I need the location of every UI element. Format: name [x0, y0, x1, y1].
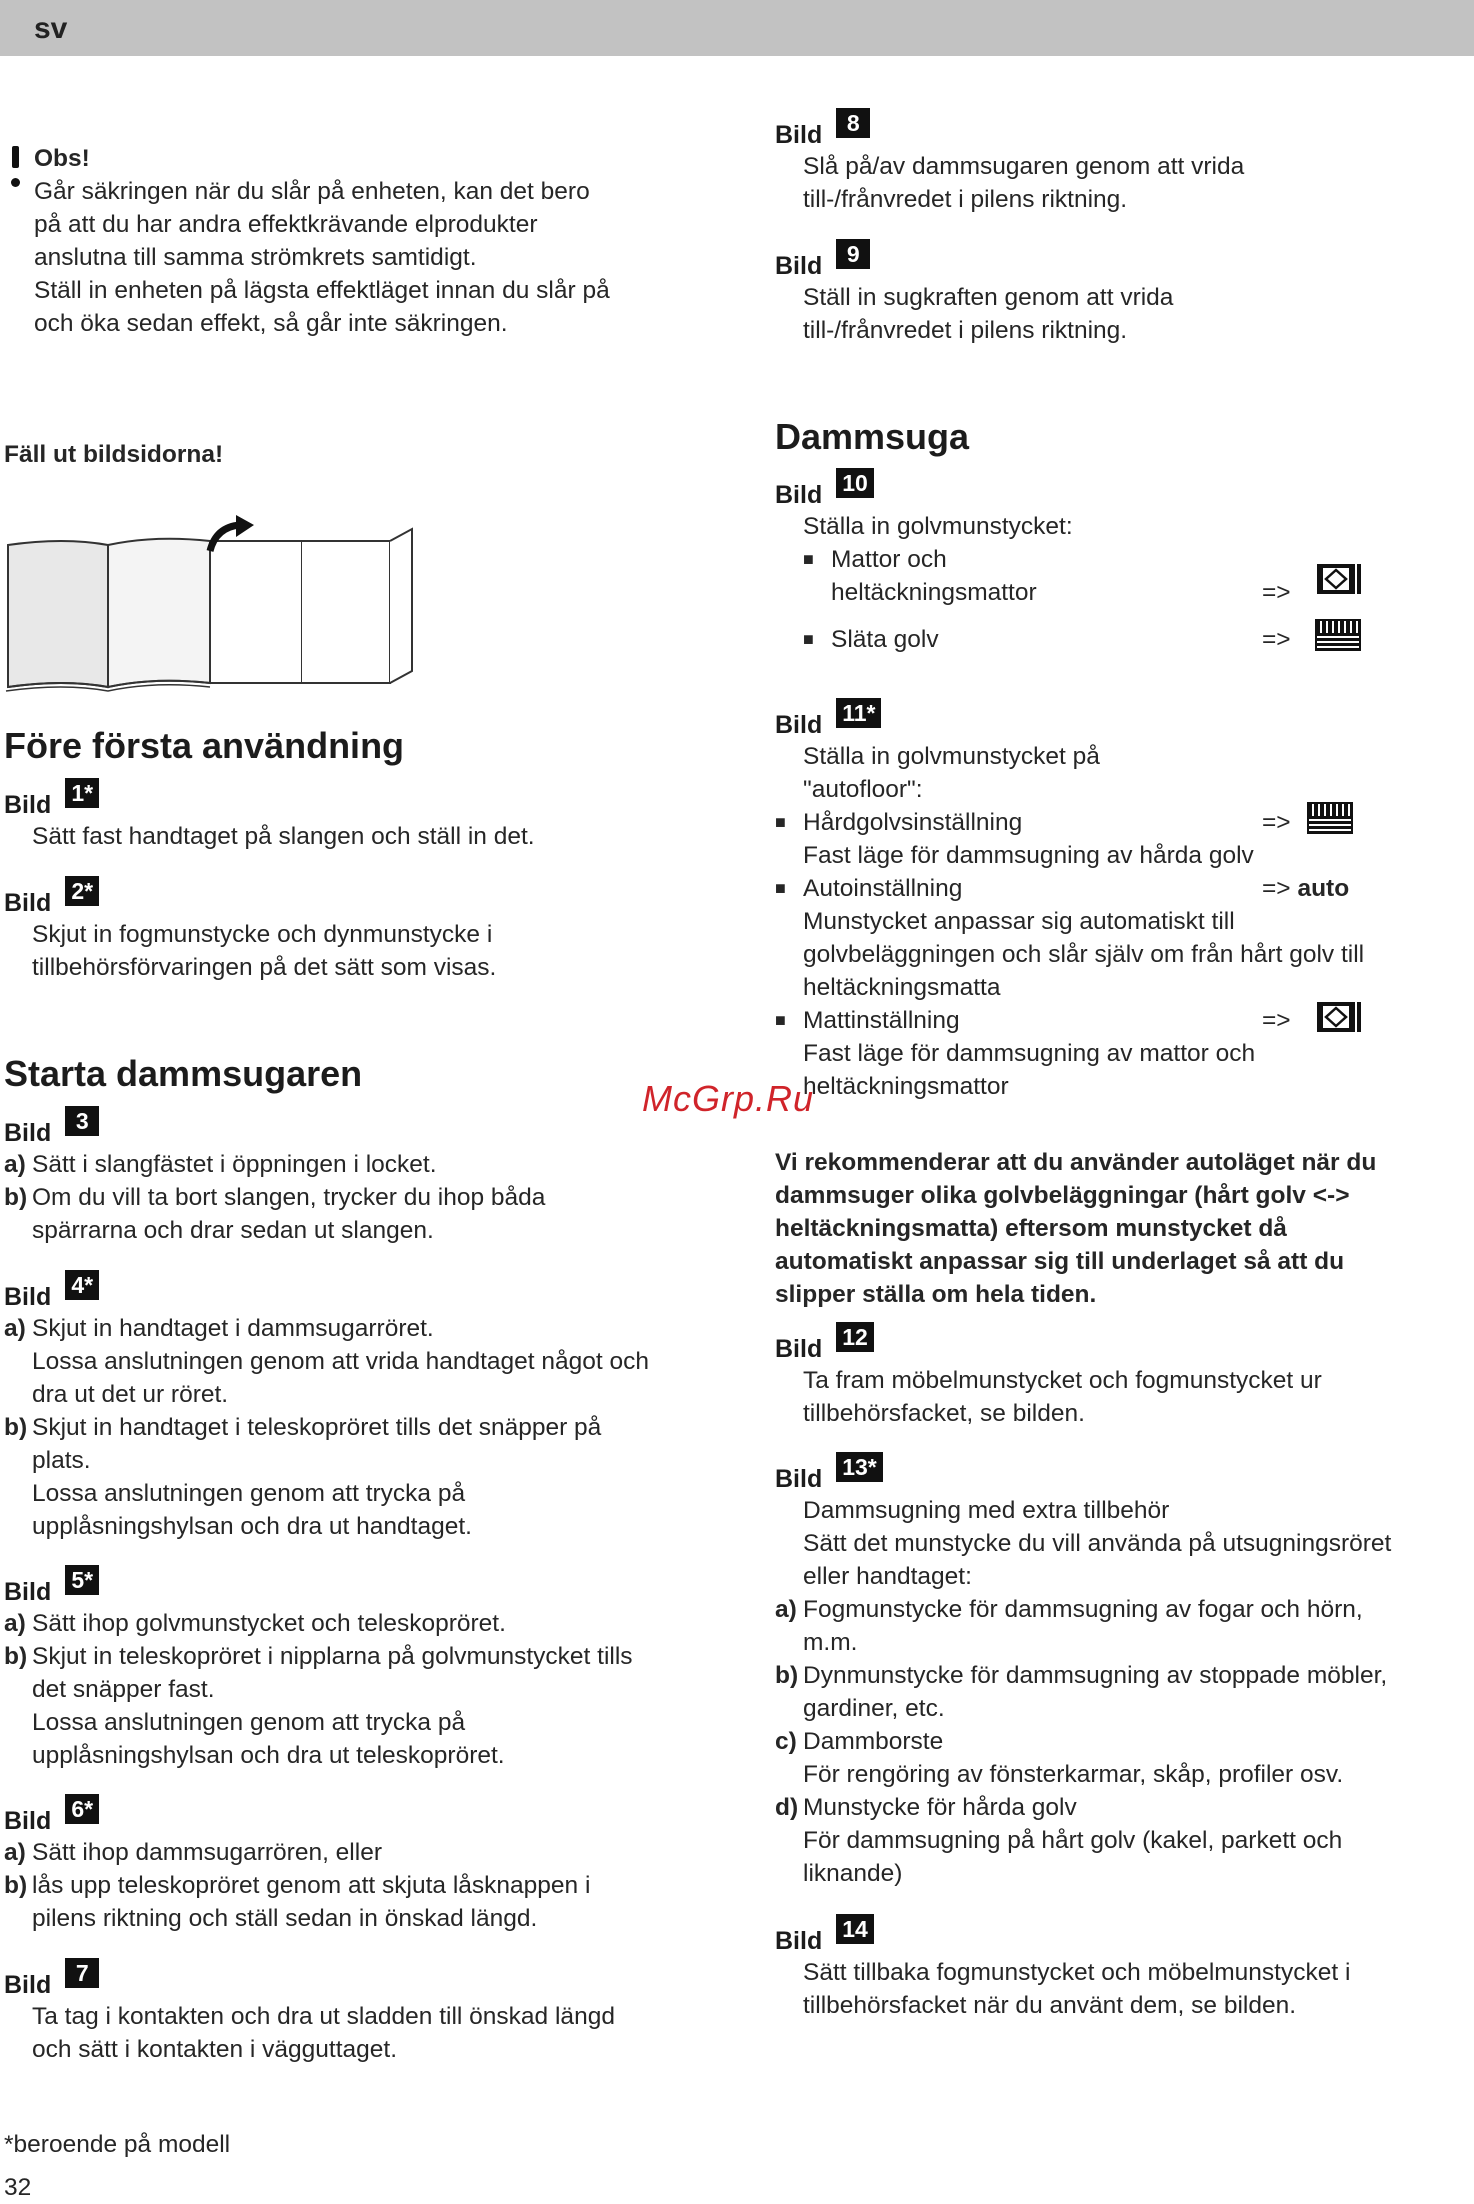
- hard-floor-setting-icon: [1313, 617, 1363, 653]
- step-label: a): [775, 1596, 797, 1623]
- bild-4: [4, 1272, 704, 1543]
- figure-number-badge: 7: [65, 1958, 99, 1988]
- obs-line: på att du har andra effektkrävande elprodukter: [34, 211, 538, 238]
- step-text: För dammsugning på hårt golv (kakel, parkett och: [803, 1827, 1343, 1854]
- step-text: Skjut in handtaget i teleskopröret tills det snäpper på: [32, 1414, 602, 1441]
- step-label: b): [4, 1414, 28, 1441]
- obs-line: anslutna till samma strömkrets samtidigt.: [34, 244, 477, 271]
- bild-text: Sätt tillbaka fogmunstycket och möbelmunstycket i: [803, 1959, 1351, 1986]
- square-bullet-icon: ■: [775, 1010, 786, 1030]
- step-text: Fogmunstycke för dammsugning av fogar och hörn,: [803, 1596, 1363, 1623]
- step-text: Skjut in handtaget i dammsugarröret.: [32, 1315, 434, 1342]
- bild-1: [4, 780, 704, 853]
- bild-text: Skjut in fogmunstycke och dynmunstycke i: [32, 921, 493, 948]
- figure-number-badge: 11*: [836, 698, 881, 728]
- step-text: dra ut det ur röret.: [32, 1381, 229, 1408]
- bild-text: Slå på/av dammsugaren genom att vrida: [803, 153, 1245, 180]
- bild-11: [775, 700, 1455, 1103]
- arrow-text: =>: [1262, 875, 1291, 902]
- figure-number-badge: 13*: [836, 1452, 883, 1482]
- step-label: c): [775, 1728, 797, 1755]
- arrow-text: =>: [1262, 1007, 1291, 1034]
- bild-8: [775, 110, 1455, 216]
- recommendation-line: Vi rekommenderar att du använder autoläget när du: [775, 1149, 1377, 1176]
- obs-line: Ställ in enheten på lägsta effektläget innan du slår på: [34, 277, 610, 304]
- bild-2: [4, 878, 704, 984]
- square-bullet-icon: ■: [803, 629, 814, 649]
- section-title-fore: Före första användning: [4, 725, 405, 766]
- header-bar: [0, 0, 1474, 56]
- bild-label: Bild: [4, 791, 52, 819]
- bild-text: Ta fram möbelmunstycket och fogmunstycket ur: [803, 1367, 1322, 1394]
- square-bullet-icon: ■: [775, 812, 786, 832]
- step-label: b): [4, 1184, 28, 1211]
- option-text: heltäckningsmattor: [831, 579, 1037, 606]
- option-text: Släta golv: [831, 626, 939, 653]
- figure-number-badge: 9: [836, 239, 870, 269]
- step-label: a): [4, 1610, 26, 1637]
- step-text: spärrarna och drar sedan ut slangen.: [32, 1217, 434, 1244]
- recommendation-line: automatiskt anpassar sig till underlaget så att du: [775, 1248, 1345, 1275]
- figure-number-badge: 1*: [65, 778, 99, 808]
- bild-text: eller handtaget:: [803, 1563, 972, 1590]
- bild-14: [775, 1916, 1455, 2022]
- section-title-dammsuga: Dammsuga: [775, 416, 970, 457]
- recommendation-line: dammsuger olika golvbeläggningar (hårt golv <->: [775, 1182, 1350, 1209]
- bild-9: [775, 241, 1455, 347]
- step-text: upplåsningshylsan och dra ut handtaget.: [32, 1513, 472, 1540]
- bild-text: Dammsugning med extra tillbehör: [803, 1497, 1170, 1524]
- carpet-setting-icon: [1313, 562, 1363, 598]
- step-text: Lossa anslutningen genom att trycka på: [32, 1480, 466, 1507]
- step-label: a): [4, 1151, 26, 1178]
- bild-label: Bild: [775, 1335, 823, 1363]
- option-text: Hårdgolvsinställning: [803, 809, 1023, 836]
- bild-label: Bild: [775, 121, 823, 149]
- step-text: Munstycke för hårda golv: [803, 1794, 1077, 1821]
- fold-out-note: Fäll ut bildsidorna!: [4, 441, 224, 468]
- option-description: heltäckningsmattor: [803, 1073, 1009, 1100]
- bild-text: Ta tag i kontakten och dra ut sladden till önskad längd: [32, 2003, 615, 2030]
- bild-text: "autofloor":: [803, 776, 923, 803]
- recommendation-line: heltäckningsmatta) eftersom munstycket då: [775, 1215, 1287, 1242]
- step-text: För rengöring av fönsterkarmar, skåp, profiler osv.: [803, 1761, 1344, 1788]
- obs-warning: [6, 142, 696, 340]
- bild-7: [4, 1960, 704, 2066]
- bild-text: tillbehörsförvaringen på det sätt som visas.: [32, 954, 497, 981]
- arrow-text: =>: [1262, 579, 1291, 606]
- bild-text: tillbehörsfacket, se bilden.: [803, 1400, 1085, 1427]
- recommendation-note: [775, 1146, 1455, 1311]
- step-label: b): [4, 1643, 28, 1670]
- bild-13: [775, 1454, 1455, 1890]
- step-text: Dynmunstycke för dammsugning av stoppade möbler,: [803, 1662, 1388, 1689]
- bild-label: Bild: [4, 1578, 52, 1606]
- option-description: heltäckningsmatta: [803, 974, 1001, 1001]
- obs-line: och öka sedan effekt, så går inte säkringen.: [34, 310, 508, 337]
- bild-text: och sätt i kontakten i vägguttaget.: [32, 2036, 398, 2063]
- option-description: golvbeläggningen och slår själv om från hårt golv till: [803, 941, 1365, 968]
- figure-number-badge: 12: [836, 1322, 874, 1352]
- bild-10: [775, 470, 1455, 656]
- page-number: 32: [4, 2174, 32, 2201]
- bild-text: Sätt fast handtaget på slangen och ställ in det.: [32, 823, 535, 850]
- bild-label: Bild: [775, 481, 823, 509]
- bild-label: Bild: [775, 252, 823, 280]
- bild-text: Ställ in sugkraften genom att vrida: [803, 284, 1174, 311]
- fold-out-book-illustration: [4, 515, 424, 695]
- step-text: plats.: [32, 1447, 91, 1474]
- step-label: a): [4, 1315, 26, 1342]
- auto-value: [1262, 872, 1349, 905]
- figure-number-badge: 14: [836, 1914, 874, 1944]
- step-label: a): [4, 1839, 26, 1866]
- step-text: gardiner, etc.: [803, 1695, 945, 1722]
- figure-number-badge: 6*: [65, 1794, 99, 1824]
- step-text: pilens riktning och ställ sedan in önskad längd.: [32, 1905, 538, 1932]
- step-text: m.m.: [803, 1629, 858, 1656]
- bild-label: Bild: [775, 1927, 823, 1955]
- square-bullet-icon: ■: [803, 549, 814, 569]
- step-text: det snäpper fast.: [32, 1676, 215, 1703]
- step-text: Sätt i slangfästet i öppningen i locket.: [32, 1151, 437, 1178]
- figure-number-badge: 3: [65, 1106, 99, 1136]
- step-text: Lossa anslutningen genom att vrida handtaget något och: [32, 1348, 650, 1375]
- bild-text: till-/frånvredet i pilens riktning.: [803, 317, 1128, 344]
- option-text: Autoinställning: [803, 875, 963, 902]
- figure-number-badge: 10: [836, 468, 874, 498]
- bild-6: [4, 1796, 704, 1935]
- step-text: liknande): [803, 1860, 903, 1887]
- bild-label: Bild: [4, 1971, 52, 1999]
- square-bullet-icon: ■: [775, 878, 786, 898]
- auto-label: auto: [1297, 875, 1350, 902]
- bild-label: Bild: [775, 711, 823, 739]
- step-label: b): [775, 1662, 799, 1689]
- bild-label: Bild: [4, 1283, 52, 1311]
- figure-number-badge: 8: [836, 108, 870, 138]
- option-description: Fast läge för dammsugning av mattor och: [803, 1040, 1256, 1067]
- step-text: Lossa anslutningen genom att trycka på: [32, 1709, 466, 1736]
- bild-label: Bild: [4, 1807, 52, 1835]
- step-text: Om du vill ta bort slangen, trycker du ihop båda: [32, 1184, 546, 1211]
- figure-number-badge: 4*: [65, 1270, 99, 1300]
- figure-number-badge: 2*: [65, 876, 99, 906]
- bild-label: Bild: [4, 1119, 52, 1147]
- step-text: upplåsningshylsan och dra ut teleskopröret.: [32, 1742, 505, 1769]
- section-title-starta: Starta dammsugaren: [4, 1053, 363, 1094]
- step-text: lås upp teleskopröret genom att skjuta låsknappen i: [32, 1872, 591, 1899]
- obs-title: Obs!: [34, 145, 90, 172]
- recommendation-line: slipper ställa om hela tiden.: [775, 1281, 1097, 1308]
- hard-floor-setting-icon: [1305, 800, 1355, 836]
- obs-line: Går säkringen när du slår på enheten, kan det bero: [34, 178, 590, 205]
- bild-text: Ställa in golvmunstycket:: [803, 513, 1073, 540]
- step-label: d): [775, 1794, 799, 1821]
- option-description: Fast läge för dammsugning av hårda golv: [803, 842, 1254, 869]
- option-description: Munstycket anpassar sig automatiskt till: [803, 908, 1235, 935]
- language-code: sv: [34, 12, 68, 45]
- bild-3: [4, 1108, 704, 1247]
- footnote: *beroende på modell: [4, 2131, 231, 2158]
- carpet-setting-icon: [1313, 1000, 1363, 1036]
- step-text: Sätt ihop dammsugarrören, eller: [32, 1839, 382, 1866]
- bild-label: Bild: [4, 889, 52, 917]
- arrow-text: =>: [1262, 809, 1291, 836]
- step-text: Dammborste: [803, 1728, 944, 1755]
- bild-text: Ställa in golvmunstycket på: [803, 743, 1100, 770]
- bild-text: till-/frånvredet i pilens riktning.: [803, 186, 1128, 213]
- bild-label: Bild: [775, 1465, 823, 1493]
- option-text: Mattinställning: [803, 1007, 960, 1034]
- bild-12: [775, 1324, 1455, 1430]
- step-label: b): [4, 1872, 28, 1899]
- step-text: Sätt ihop golvmunstycket och teleskopröret.: [32, 1610, 506, 1637]
- exclamation-icon: [6, 142, 34, 340]
- figure-number-badge: 5*: [65, 1565, 99, 1595]
- watermark: McGrp.Ru: [642, 1078, 815, 1119]
- option-text: Mattor och: [831, 546, 947, 573]
- arrow-text: =>: [1262, 626, 1291, 653]
- bild-text: Sätt det munstycke du vill använda på utsugningsröret: [803, 1530, 1392, 1557]
- bild-5: [4, 1567, 704, 1772]
- bild-text: tillbehörsfacket när du använt dem, se bilden.: [803, 1992, 1297, 2019]
- step-text: Skjut in teleskopröret i nipplarna på golvmunstycket tills: [32, 1643, 633, 1670]
